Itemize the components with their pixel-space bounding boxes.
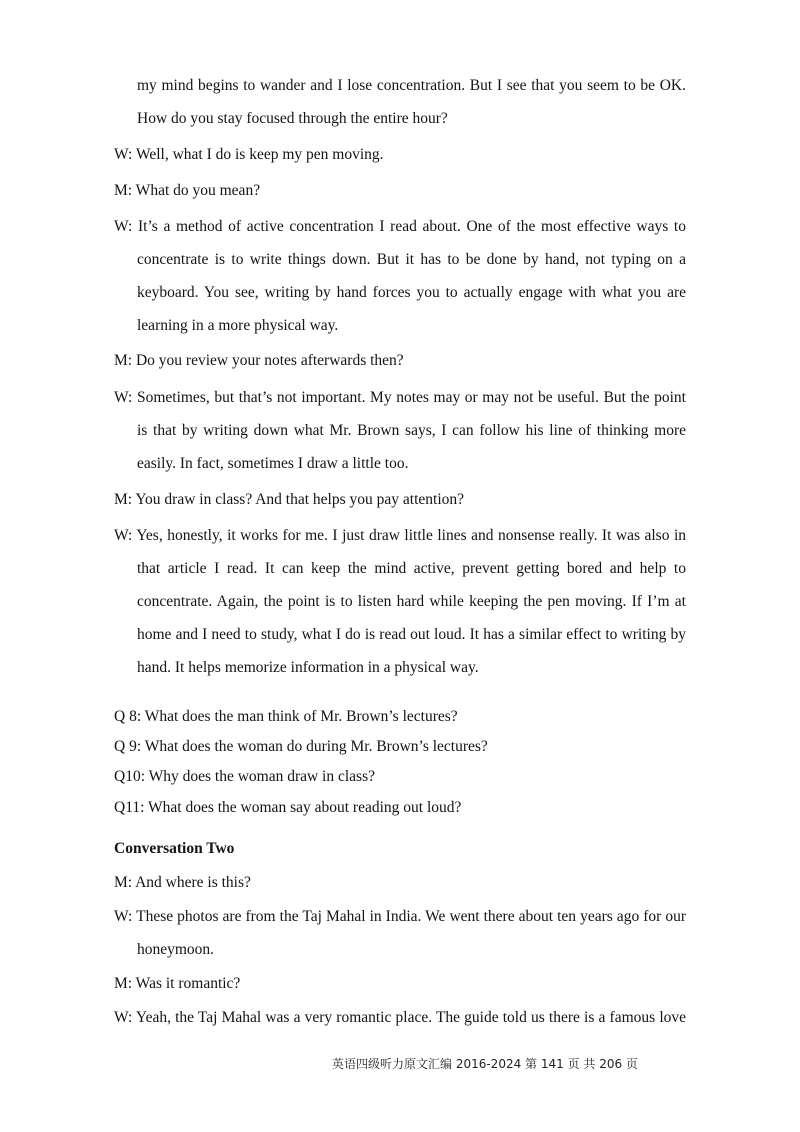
line-text: W: These photos are from the Taj Mahal in India. We went there about ten years ago for our bbox=[114, 908, 686, 925]
question-text: Q 9: What does the woman do during Mr. Brown’s lectures? bbox=[114, 738, 488, 755]
question-text: Q 8: What does the man think of Mr. Brown’s lectures? bbox=[114, 708, 458, 725]
line-text: M: Do you review your notes afterwards then? bbox=[114, 352, 404, 369]
line-text: How do you stay focused through the entire hour? bbox=[137, 110, 448, 127]
line-text: M: Was it romantic? bbox=[114, 975, 241, 992]
line-text: M: You draw in class? And that helps you pay attention? bbox=[114, 491, 464, 508]
line-text: that article I read. It can keep the mind active, prevent getting bored and help to bbox=[137, 560, 686, 577]
line-text: home and I need to study, what I do is read out loud. It has a similar effect to writing by bbox=[137, 626, 686, 643]
line-text: W: Sometimes, but that’s not important. My notes may or may not be useful. But the point bbox=[114, 389, 686, 406]
question-text: Q10: Why does the woman draw in class? bbox=[114, 768, 376, 785]
heading-text: Conversation Two bbox=[114, 840, 235, 857]
line-text: concentrate is to write things down. But it has to be done by hand, not typing on a bbox=[137, 251, 686, 268]
line-text: my mind begins to wander and I lose concentration. But I see that you seem to be OK. bbox=[137, 77, 686, 94]
line-text: W: Yes, honestly, it works for me. I just draw little lines and nonsense really. It was also in bbox=[114, 527, 686, 544]
line-text: hand. It helps memorize information in a physical way. bbox=[137, 659, 479, 676]
line-text: M: And where is this? bbox=[114, 874, 251, 891]
line-text: W: Well, what I do is keep my pen moving. bbox=[114, 146, 384, 163]
line-text: easily. In fact, sometimes I draw a little too. bbox=[137, 455, 409, 472]
line-text: honeymoon. bbox=[137, 941, 215, 958]
line-text: concentrate. Again, the point is to listen hard while keeping the pen moving. If I’m at bbox=[137, 593, 686, 610]
line-text: W: Yeah, the Taj Mahal was a very romantic place. The guide told us there is a famous love bbox=[114, 1009, 686, 1026]
line-text: keyboard. You see, writing by hand forces you to actually engage with what you are bbox=[137, 284, 686, 301]
line-text: M: What do you mean? bbox=[114, 182, 261, 199]
line-text: learning in a more physical way. bbox=[137, 317, 339, 334]
question-text: Q11: What does the woman say about reading out loud? bbox=[114, 799, 462, 816]
line-text: W: It’s a method of active concentration I read about. One of the most effective ways to bbox=[114, 218, 686, 235]
line-text: is that by writing down what Mr. Brown says, I can follow his line of thinking more bbox=[137, 422, 686, 439]
footer-text: 英语四级听力原文汇编 2016-2024 第 141 页 共 206 页 bbox=[332, 1057, 638, 1071]
